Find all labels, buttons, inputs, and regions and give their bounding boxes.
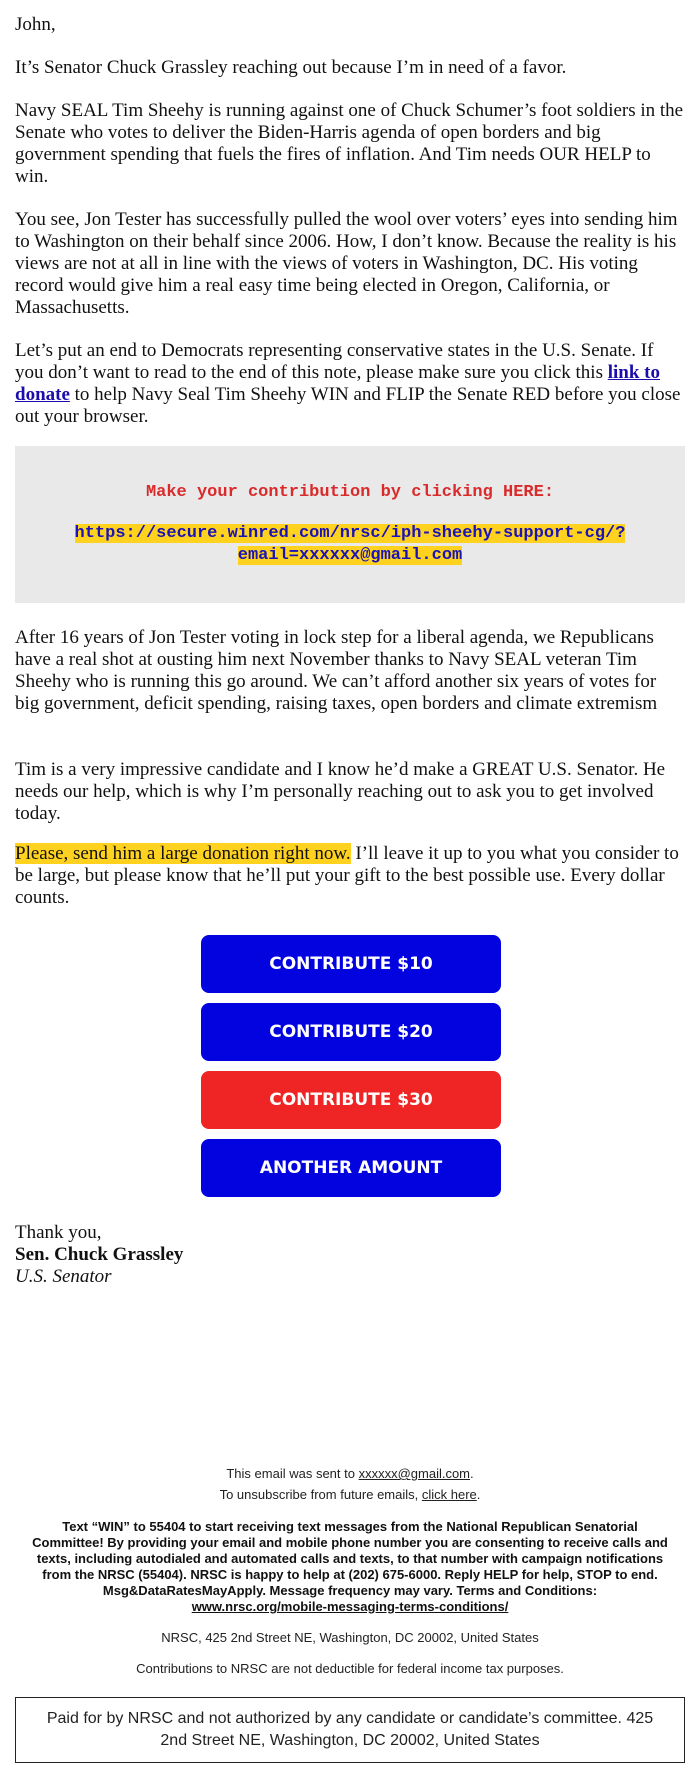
footer-sms-terms (25, 1519, 675, 1615)
paragraph-tester: You see, Jon Tester has successfully pulled the wool over voters’ eyes into sending him to Washington on their behalf since 2006. How, I don’t know. Because the reality is his views are not at all in line with the views of voters in Washington, DC. His voting record would give him a real easy time being elected in Oregon, California, or Massachusetts. (15, 209, 678, 318)
footer-sent-prefix: This email was sent to (226, 1466, 359, 1481)
footer-email-link[interactable]: xxxxxx@gmail.com (358, 1466, 471, 1481)
paragraph-16-years: After 16 years of Jon Tester voting in lock step for a liberal agenda, we Republicans have a real shot at ousting him next November thanks to Navy SEAL veteran Tim Sheehy who is running this go around. We can’t afford another six years of votes for big government, deficit spending, raising taxes, open borders and climate extremism (15, 627, 658, 714)
contribute-20-button[interactable]: CONTRIBUTE $20 (201, 1003, 501, 1061)
paragraph-large-donation-rest: I’ll leave it up to you what you consider to be large, but please know that he’ll put your gift to the best possible use. Every dollar counts. (15, 843, 679, 908)
paragraph-intro: It’s Senator Chuck Grassley reaching out because I’m in need of a favor. (15, 57, 567, 78)
paragraph-donate-link (15, 340, 685, 428)
highlighted-ask: Please, send him a large donation right now. (15, 843, 351, 864)
footer-sms-text: Text “WIN” to 55404 to start receiving text messages from the National Republican Senatorial Committee! By providing your email and mobile phone number you are consenting to receive calls and texts, including autodialed and automated calls and texts, to that number with campaign notifications from the NRSC (55404). NRSC is happy to help at (202) 675-6000. Reply HELP for help, STOP to end. Msg&DataRatesMayApply. Message frequency may vary. Terms and Conditions: (32, 1519, 668, 1598)
unsubscribe-link[interactable]: click here (421, 1487, 477, 1502)
signature-title: U.S. Senator (15, 1266, 112, 1287)
contribution-box-title: Make your contribution by clicking HERE: (145, 483, 555, 502)
signature (15, 1222, 685, 1288)
footer-sent-suffix: . (470, 1466, 474, 1481)
footer-tax-note: Contributions to NRSC are not deductible for federal income tax purposes. (136, 1661, 564, 1676)
paragraph-donate-after: to help Navy Seal Tim Sheehy WIN and FLIP the Senate RED before you close out your browser. (15, 384, 681, 427)
paid-for-disclaimer (15, 1697, 685, 1763)
signature-name: Sen. Chuck Grassley (15, 1244, 184, 1265)
contribution-url-link[interactable]: https://secure.winred.com/nrsc/iph-sheehy-support-cg/?email=xxxxxx@gmail.com (74, 524, 626, 565)
donate-link[interactable]: link to donate (15, 362, 661, 405)
contribution-box (15, 446, 685, 603)
paragraph-candidate: Tim is a very impressive candidate and I know he’d make a GREAT U.S. Senator. He needs our help, which is why I’m personally reaching out to ask you to get involved today. (15, 759, 666, 824)
footer-unsub-prefix: To unsubscribe from future emails, (219, 1487, 422, 1502)
greeting: John, (15, 14, 56, 35)
footer-address: NRSC, 425 2nd Street NE, Washington, DC 20002, United States (161, 1630, 539, 1645)
another-amount-button[interactable]: ANOTHER AMOUNT (201, 1139, 501, 1197)
sms-terms-link[interactable]: www.nrsc.org/mobile-messaging-terms-conditions/ (191, 1599, 509, 1614)
disclaimer-text: Paid for by NRSC and not authorized by any candidate or candidate’s committee. 425 2nd Street NE, Washington, DC 20002, United States (46, 1710, 654, 1749)
paragraph-donate-before: Let’s put an end to Democrats representing conservative states in the U.S. Senate. If you don’t want to read to the end of this note, please make sure you click this (15, 340, 654, 383)
contribution-url-container (35, 523, 665, 567)
paragraph-sheehy: Navy SEAL Tim Sheehy is running against one of Chuck Schumer’s foot soldiers in the Senate who votes to deliver the Biden-Harris agenda of open borders and big government spending that fuels the fires of inflation. And Tim needs OUR HELP to win. (15, 100, 684, 187)
footer-unsub-suffix: . (476, 1487, 481, 1502)
footer-unsubscribe (15, 1486, 685, 1503)
footer-sent-to (15, 1465, 685, 1482)
signature-closing: Thank you, (15, 1222, 102, 1243)
paragraph-large-donation (15, 843, 685, 909)
contribute-10-button[interactable]: CONTRIBUTE $10 (201, 935, 501, 993)
contribute-30-button[interactable]: CONTRIBUTE $30 (201, 1071, 501, 1129)
